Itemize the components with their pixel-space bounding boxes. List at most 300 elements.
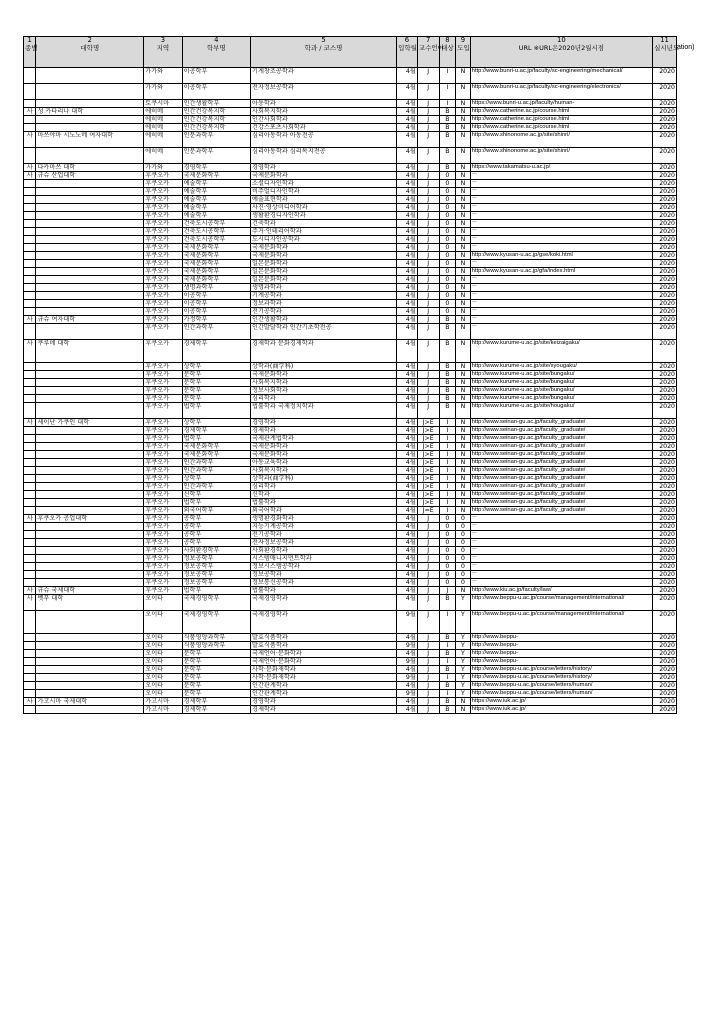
cell-faculty: 국제문화학부 (182, 260, 250, 268)
cell-type (24, 204, 36, 212)
cell-admission-month: 4월 (397, 68, 418, 84)
cell-url[interactable]: http://www.seinan-gu.ac.jp/faculty_graduate/ (470, 451, 652, 459)
cell-url: － (470, 196, 652, 204)
cell-url[interactable]: http://www.kurume-u.ac.jp/site/bungaku/ (470, 395, 652, 403)
cell-language: J (417, 634, 439, 642)
cell-url[interactable]: http://www.beppu- (470, 634, 652, 642)
table-row (24, 308, 677, 316)
cell-year: 2020 (653, 324, 677, 340)
cell-language: J (417, 371, 439, 379)
cell-faculty: 건축도시공학부 (182, 236, 250, 244)
cell-introduction: N (456, 443, 471, 451)
cell-region: 후쿠오카 (144, 435, 182, 443)
cell-target: I (439, 459, 456, 467)
cell-department: 전기공학과 (250, 308, 396, 316)
cell-target: 0 (439, 579, 456, 587)
cell-university (36, 499, 144, 507)
cell-url: － (470, 571, 652, 579)
cell-year: 2020 (653, 212, 677, 220)
cell-faculty: 예술학부 (182, 180, 250, 188)
cell-region: 가고시마 (144, 698, 182, 706)
cell-year: 2020 (653, 403, 677, 419)
cell-faculty: 가정학부 (182, 316, 250, 324)
cell-type (24, 308, 36, 316)
cell-url[interactable]: http://www.seinan-gu.ac.jp/faculty_graduate/ (470, 491, 652, 499)
cell-admission-month: 4월 (397, 595, 418, 611)
cell-department: 일본문화학과 (250, 268, 396, 276)
cell-admission-month: 9월 (397, 642, 418, 650)
cell-url[interactable]: https://www.iuk.ac.jp/ (470, 698, 652, 706)
cell-department: 건축학과 (250, 220, 396, 228)
cell-university (36, 650, 144, 658)
cell-faculty: 문학부 (182, 395, 250, 403)
cell-admission-month: 4월 (397, 340, 418, 363)
cell-year: 2020 (653, 427, 677, 435)
cell-region: 가가와 (144, 68, 182, 84)
cell-target: 0 (439, 515, 456, 523)
cell-type (24, 674, 36, 682)
cell-faculty: 국제경영학부 (182, 595, 250, 611)
cell-region: 후쿠오카 (144, 292, 182, 300)
cell-target: B (439, 682, 456, 690)
cell-introduction: N (456, 499, 471, 507)
cell-year: 2020 (653, 483, 677, 491)
cell-target: B (439, 387, 456, 395)
cell-region: 오이타 (144, 682, 182, 690)
cell-target: 0 (439, 236, 456, 244)
cell-year: 2020 (653, 276, 677, 284)
cell-faculty: 신학부 (182, 491, 250, 499)
cell-admission-month: 4월 (397, 634, 418, 642)
cell-type (24, 531, 36, 539)
cell-region: 후쿠오카 (144, 539, 182, 547)
cell-faculty: 식품영양과학부 (182, 642, 250, 650)
cell-language: J>E (417, 451, 439, 459)
cell-year: 2020 (653, 180, 677, 188)
cell-language: J (417, 180, 439, 188)
cell-url[interactable]: http://www.shinonome.ac.jp/site/shinri/ (470, 132, 652, 148)
cell-admission-month: 4월 (397, 419, 418, 427)
cell-type: 사 (24, 132, 36, 148)
cell-type (24, 634, 36, 642)
cell-university (36, 531, 144, 539)
cell-region: 후쿠오카 (144, 316, 182, 324)
cell-faculty: 식품영양과학부 (182, 634, 250, 642)
cell-faculty: 국제문화학부 (182, 172, 250, 180)
cell-region: 가가와 (144, 164, 182, 172)
cell-type (24, 363, 36, 371)
cell-url[interactable]: http://www.beppu-u.ac.jp/course/management/international/ (470, 595, 652, 611)
cell-url[interactable]: http://www.seinan-gu.ac.jp/faculty_graduate/ (470, 499, 652, 507)
cell-university (36, 300, 144, 308)
cell-url[interactable]: http://www.catherine.ac.jp/course.html (470, 124, 652, 132)
cell-admission-month: 4월 (397, 587, 418, 595)
cell-target: B (439, 363, 456, 371)
table-row (24, 68, 677, 84)
table-row (24, 100, 677, 108)
cell-year: 2020 (653, 666, 677, 674)
cell-introduction: N (456, 180, 471, 188)
cell-introduction: N (456, 427, 471, 435)
header-type: 1 종별 (24, 37, 36, 68)
cell-university (36, 539, 144, 547)
cell-url[interactable]: http://www.kurume-u.ac.jp/site/bungaku/ (470, 379, 652, 387)
cell-target: 0 (439, 172, 456, 180)
cell-target: I (439, 467, 456, 475)
cell-university (36, 435, 144, 443)
cell-target: 0 (439, 284, 456, 292)
cell-url: － (470, 276, 652, 284)
cell-introduction: 0 (456, 563, 471, 571)
cell-admission-month: 4월 (397, 427, 418, 435)
cell-year: 2020 (653, 108, 677, 116)
cell-introduction: N (456, 587, 471, 595)
cell-introduction: N (456, 340, 471, 363)
cell-admission-month: 4월 (397, 467, 418, 475)
cell-department: 사학·문화재학과 (250, 666, 396, 674)
cell-university: 성 카타리나 대학 (36, 108, 144, 116)
cell-department: 인간사회학과 (250, 116, 396, 124)
cell-language: J (417, 642, 439, 650)
cell-type: 사 (24, 108, 36, 116)
cell-university (36, 690, 144, 698)
cell-type (24, 220, 36, 228)
cell-university (36, 507, 144, 515)
cell-url[interactable]: http://www.beppu-u.ac.jp/course/letters/history/ (470, 666, 652, 674)
cell-year: 2020 (653, 196, 677, 204)
cell-target: I (439, 642, 456, 650)
cell-type (24, 507, 36, 515)
cell-url[interactable]: http://www.beppu-u.ac.jp/course/management/international/ (470, 611, 652, 634)
cell-url: － (470, 228, 652, 236)
cell-department: 국제문화학과 (250, 252, 396, 260)
cell-type (24, 188, 36, 196)
cell-type: 사 (24, 419, 36, 427)
table-row (24, 611, 677, 634)
cell-year: 2020 (653, 531, 677, 539)
cell-faculty: 정보공학부 (182, 571, 250, 579)
cell-year: 2020 (653, 443, 677, 451)
cell-admission-month: 4월 (397, 491, 418, 499)
cell-university (36, 475, 144, 483)
cell-admission-month: 4월 (397, 204, 418, 212)
cell-year: 2020 (653, 148, 677, 164)
cell-year: 2020 (653, 467, 677, 475)
cell-url[interactable]: http://www.kurume-u.ac.jp/site/bungaku/ (470, 387, 652, 395)
cell-university: 규슈 국제대학 (36, 587, 144, 595)
cell-university (36, 371, 144, 379)
cell-region: 후쿠오카 (144, 571, 182, 579)
cell-url[interactable]: http://www.shinonome.ac.jp/site/shinri/ (470, 148, 652, 164)
cell-language: J (417, 674, 439, 682)
cell-target: B (439, 403, 456, 419)
cell-year: 2020 (653, 236, 677, 244)
cell-admission-month: 4월 (397, 706, 418, 714)
cell-year: 2020 (653, 260, 677, 268)
cell-url[interactable]: http://www.seinan-gu.ac.jp/faculty_graduate/ (470, 419, 652, 427)
cell-year: 2020 (653, 698, 677, 706)
table-row (24, 148, 677, 164)
cell-introduction: N (456, 300, 471, 308)
cell-year: 2020 (653, 268, 677, 276)
cell-url[interactable]: http://www.beppu- (470, 642, 652, 650)
cell-admission-month: 9월 (397, 690, 418, 698)
cell-introduction: N (456, 419, 471, 427)
cell-admission-month: 4월 (397, 196, 418, 204)
cell-type (24, 499, 36, 507)
table-row (24, 451, 677, 459)
cell-year: 2020 (653, 523, 677, 531)
cell-year: 2020 (653, 475, 677, 483)
cell-faculty: 경제학부 (182, 698, 250, 706)
cell-url: － (470, 547, 652, 555)
cell-region: 후쿠오카 (144, 204, 182, 212)
cell-url[interactable]: http://www.beppu-u.ac.jp/course/letters/history/ (470, 674, 652, 682)
cell-language: J>E (417, 467, 439, 475)
cell-region: 후쿠오카 (144, 172, 182, 180)
cell-admission-month: 4월 (397, 172, 418, 180)
cell-target: 0 (439, 523, 456, 531)
cell-faculty: 인간건강복지학 (182, 108, 250, 116)
cell-region: 오이타 (144, 642, 182, 650)
cell-type (24, 459, 36, 467)
cell-type (24, 650, 36, 658)
cell-type (24, 180, 36, 188)
cell-introduction: N (456, 188, 471, 196)
cell-language: J (417, 308, 439, 316)
cell-language: J (417, 316, 439, 324)
cell-faculty: 인문과학부 (182, 148, 250, 164)
cell-university (36, 706, 144, 714)
cell-faculty: 문학부 (182, 666, 250, 674)
table-row (24, 220, 677, 228)
cell-url[interactable]: https://www.takamatsu-u.ac.jp/ (470, 164, 652, 172)
cell-faculty: 경영학부 (182, 164, 250, 172)
header-year: 11 실시년도 (653, 37, 677, 68)
cell-type (24, 547, 36, 555)
cell-target: I (439, 451, 456, 459)
cell-introduction: N (456, 371, 471, 379)
cell-url[interactable]: http://www.seinan-gu.ac.jp/faculty_graduate/ (470, 435, 652, 443)
cell-region: 오이타 (144, 611, 182, 634)
cell-introduction: N (456, 164, 471, 172)
cell-university (36, 666, 144, 674)
cell-admission-month: 4월 (397, 387, 418, 395)
header-department: 5 학과 / 코스명 (250, 37, 396, 68)
header-admission-month: 6 입학월 (397, 37, 418, 68)
cell-url[interactable]: http://www.kurume-u.ac.jp/site/syougaku/ (470, 363, 652, 371)
cell-year: 2020 (653, 595, 677, 611)
cell-year: 2020 (653, 228, 677, 236)
cell-language: J (417, 587, 439, 595)
cell-admission-month: 4월 (397, 682, 418, 690)
cell-region: 후쿠오카 (144, 220, 182, 228)
cell-url[interactable]: http://www.seinan-gu.ac.jp/faculty_graduate/ (470, 443, 652, 451)
cell-language: J (417, 395, 439, 403)
cell-university (36, 491, 144, 499)
cell-url: － (470, 172, 652, 180)
cell-region: 에히메 (144, 148, 182, 164)
cell-introduction: 0 (456, 555, 471, 563)
cell-url[interactable]: http://www.seinan-gu.ac.jp/faculty_graduate/ (470, 507, 652, 515)
cell-url[interactable]: http://www.kiu.ac.jp/faculty/law/ (470, 587, 652, 595)
cell-university (36, 642, 144, 650)
cell-region: 후쿠오카 (144, 523, 182, 531)
cell-admission-month: 4월 (397, 379, 418, 387)
cell-language: J (417, 260, 439, 268)
cell-admission-month: 4월 (397, 539, 418, 547)
cell-introduction: N (456, 220, 471, 228)
cell-target: B (439, 371, 456, 379)
cell-faculty: 예술학부 (182, 204, 250, 212)
cell-region: 후쿠오카 (144, 419, 182, 427)
cell-type (24, 579, 36, 587)
cell-type (24, 467, 36, 475)
cell-target: B (439, 379, 456, 387)
cell-target: 0 (439, 180, 456, 188)
cell-university (36, 148, 144, 164)
cell-faculty: 상학부 (182, 363, 250, 371)
cell-target: I (439, 690, 456, 698)
table-row (24, 403, 677, 419)
cell-university (36, 228, 144, 236)
cell-url[interactable]: http://www.beppu- (470, 658, 652, 666)
cell-admission-month: 4월 (397, 451, 418, 459)
cell-language: J (417, 324, 439, 340)
cell-target: 0 (439, 571, 456, 579)
cell-language: J (417, 292, 439, 300)
cell-url[interactable]: http://www.bunri-u.ac.jp/faculty/sc-engineering/electronics/ (470, 84, 652, 100)
cell-admission-month: 4월 (397, 252, 418, 260)
cell-language: J (417, 340, 439, 363)
cell-region: 후쿠오카 (144, 459, 182, 467)
table-row (24, 132, 677, 148)
table-row (24, 555, 677, 563)
cell-url[interactable]: http://www.seinan-gu.ac.jp/faculty_graduate/ (470, 475, 652, 483)
cell-introduction: N (456, 252, 471, 260)
cell-department: 정보시스템공학과 (250, 563, 396, 571)
cell-url[interactable]: http://www.seinan-gu.ac.jp/faculty_graduate/ (470, 427, 652, 435)
cell-year: 2020 (653, 379, 677, 387)
cell-url[interactable]: http://www.seinan-gu.ac.jp/faculty_graduate/ (470, 483, 652, 491)
cell-faculty: 법학부 (182, 435, 250, 443)
cell-url[interactable]: http://www.beppu-u.ac.jp/course/letters/human/ (470, 682, 652, 690)
table-row (24, 706, 677, 714)
cell-region: 오이타 (144, 666, 182, 674)
cell-region: 후쿠오카 (144, 387, 182, 395)
cell-url[interactable]: http://www.catherine.ac.jp/course.html (470, 116, 652, 124)
cell-admission-month: 4월 (397, 499, 418, 507)
cell-url[interactable]: http://www.bunri-u.ac.jp/faculty/sc-engineering/mechanical/ (470, 68, 652, 84)
cell-year: 2020 (653, 706, 677, 714)
cell-target: 0 (439, 563, 456, 571)
cell-faculty: 국제문화학부 (182, 252, 250, 260)
cell-type (24, 435, 36, 443)
cell-year: 2020 (653, 164, 677, 172)
cell-url[interactable]: https://www.bunri-u.ac.jp/faculty/human- (470, 100, 652, 108)
cell-faculty: 건축도시공학부 (182, 220, 250, 228)
cell-faculty: 법학부 (182, 403, 250, 419)
cell-introduction: Y (456, 666, 471, 674)
cell-target: 0 (439, 196, 456, 204)
cell-target: I (439, 674, 456, 682)
cell-faculty: 인간과학부 (182, 467, 250, 475)
cell-admission-month: 4월 (397, 260, 418, 268)
cell-year: 2020 (653, 658, 677, 666)
cell-url[interactable]: http://www.catherine.ac.jp/course.html (470, 108, 652, 116)
cell-department: 국제경영학과 (250, 611, 396, 634)
table-row (24, 316, 677, 324)
cell-year: 2020 (653, 419, 677, 427)
cell-language: J (417, 403, 439, 419)
cell-university: 마쓰야마 시노노메 여자대학 (36, 132, 144, 148)
cell-url[interactable]: http://www.kurume-u.ac.jp/site/keizaigaku/ (470, 340, 652, 363)
cell-university (36, 674, 144, 682)
cell-university (36, 276, 144, 284)
cell-url[interactable]: https://www.iuk.ac.jp/ (470, 706, 652, 714)
cell-url[interactable]: http://www.beppu-u.ac.jp/course/letters/human/ (470, 690, 652, 698)
table-row (24, 443, 677, 451)
cell-url[interactable]: http://www.kurume-u.ac.jp/site/bungaku/ (470, 371, 652, 379)
table-row (24, 658, 677, 666)
cell-university (36, 260, 144, 268)
cell-department: 예술표현학과 (250, 196, 396, 204)
cell-faculty: 문학부 (182, 674, 250, 682)
cell-admission-month: 4월 (397, 324, 418, 340)
cell-university (36, 379, 144, 387)
cell-url[interactable]: http://www.seinan-gu.ac.jp/faculty_graduate/ (470, 467, 652, 475)
cell-target: I (439, 475, 456, 483)
cell-language: J (417, 148, 439, 164)
cell-department: 국제문화학과 (250, 451, 396, 459)
table-row (24, 563, 677, 571)
cell-department: 발효식품학과 (250, 642, 396, 650)
cell-type (24, 427, 36, 435)
cell-url: － (470, 324, 652, 340)
cell-university: 쿠루메 대학 (36, 340, 144, 363)
cell-language: J (417, 188, 439, 196)
cell-region: 후쿠오카 (144, 403, 182, 419)
cell-region: 토쿠시마 (144, 100, 182, 108)
cell-url[interactable]: http://www.kyusan-u.ac.jp/gse/koki.html (470, 252, 652, 260)
cell-region: 에히메 (144, 116, 182, 124)
cell-language: J>E (417, 427, 439, 435)
cell-admission-month: 4월 (397, 164, 418, 172)
table-row (24, 387, 677, 395)
cell-url[interactable]: http://www.kurume-u.ac.jp/site/hougaku/ (470, 403, 652, 419)
cell-url[interactable]: http://www.kyusan-u.ac.jp/gfa/index.html (470, 268, 652, 276)
cell-introduction: N (456, 212, 471, 220)
cell-university (36, 292, 144, 300)
cell-introduction: 0 (456, 531, 471, 539)
cell-introduction: 0 (456, 539, 471, 547)
cell-url[interactable]: http://www.seinan-gu.ac.jp/faculty_graduate/ (470, 459, 652, 467)
cell-introduction: Y (456, 634, 471, 642)
cell-department: 아동교육학과 (250, 459, 396, 467)
cell-region: 후쿠오카 (144, 228, 182, 236)
cell-region: 후쿠오카 (144, 324, 182, 340)
cell-url[interactable]: http://www.beppu- (470, 650, 652, 658)
cell-introduction: N (456, 204, 471, 212)
cell-introduction: N (456, 124, 471, 132)
cell-admission-month: 4월 (397, 116, 418, 124)
cell-target: B (439, 395, 456, 403)
cell-year: 2020 (653, 682, 677, 690)
cell-language: J (417, 220, 439, 228)
cell-type (24, 212, 36, 220)
cell-department: 법률학과 (250, 587, 396, 595)
cell-url: － (470, 579, 652, 587)
